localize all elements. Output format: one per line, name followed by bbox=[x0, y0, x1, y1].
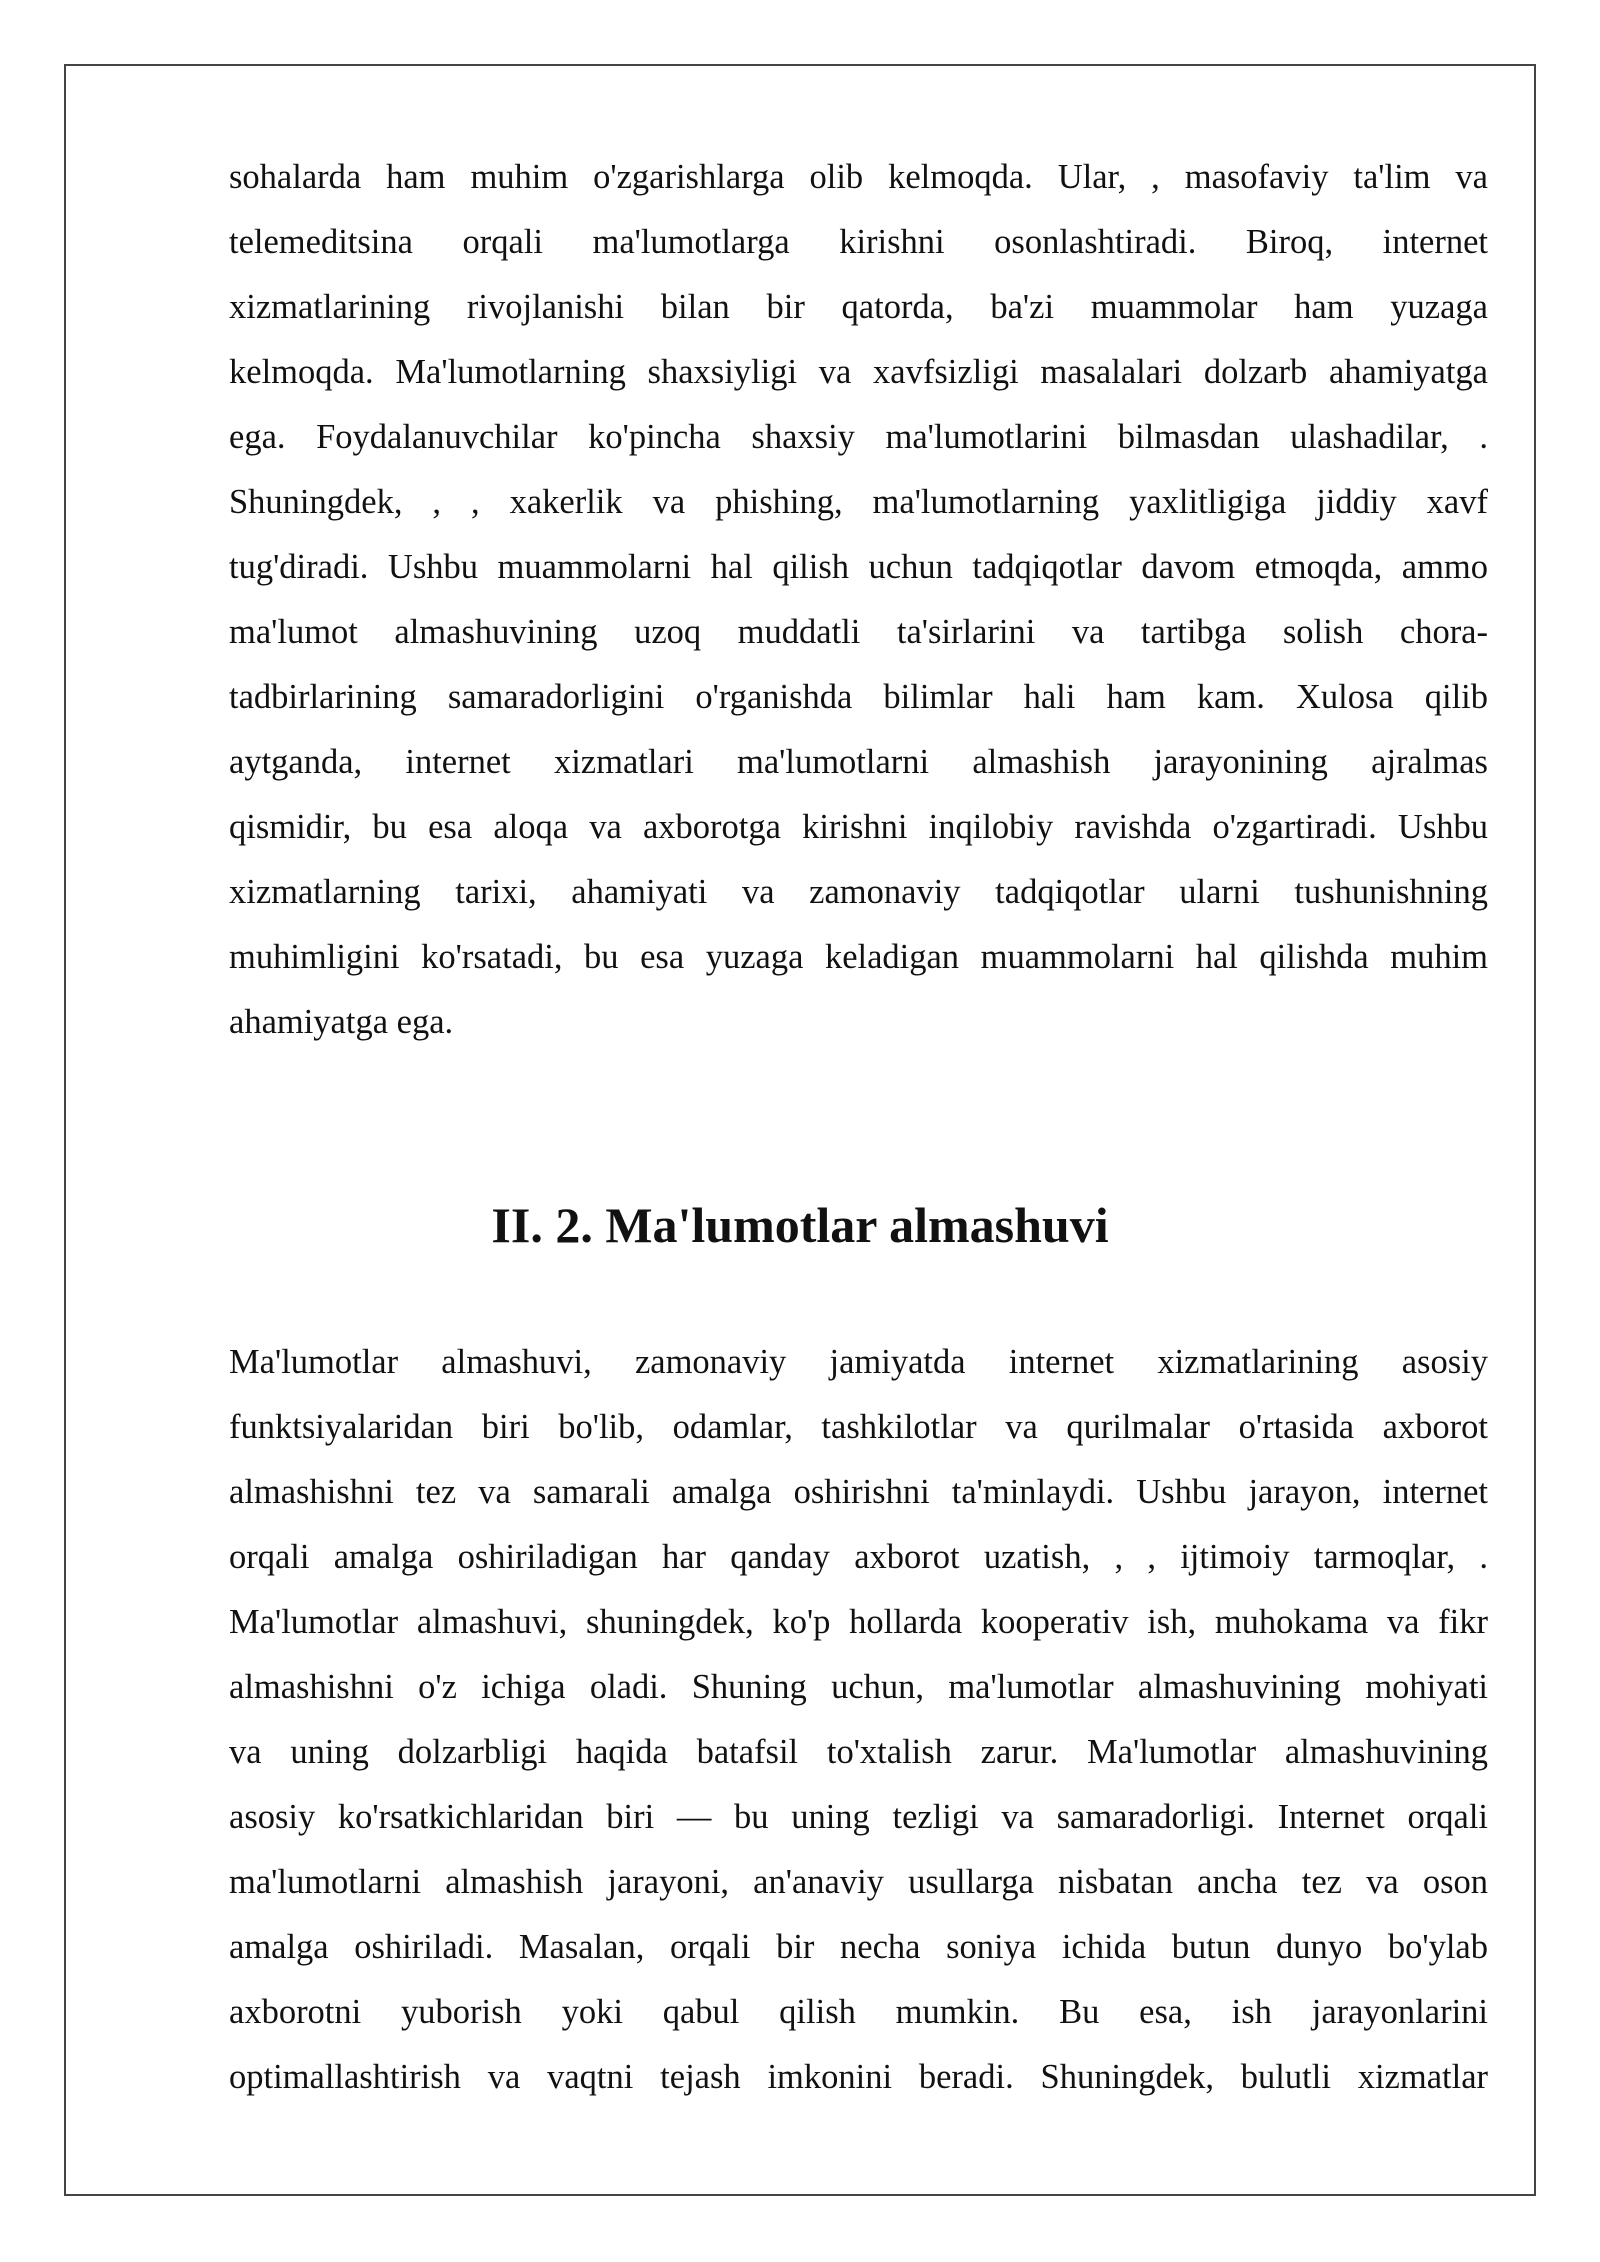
body-paragraph bbox=[229, 1330, 1488, 2110]
text-line: Ma'lumotlar almashuvi, zamonaviy jamiyatda internet xizmatlarining asosiy bbox=[229, 1343, 1488, 1381]
text-line: Shuningdek, , , xakerlik va phishing, ma'lumotlarning yaxlitligiga jiddiy xavf bbox=[229, 483, 1488, 521]
text-line: qismidir, bu esa aloqa va axborotga kirishni inqilobiy ravishda o'zgartiradi. Ushbu bbox=[229, 808, 1488, 846]
text-line: tadbirlarining samaradorligini o'rganishda bilimlar hali ham kam. Xulosa qilib bbox=[229, 678, 1488, 716]
text-line: orqali amalga oshiriladigan har qanday axborot uzatish, , , ijtimoiy tarmoqlar, . bbox=[229, 1538, 1488, 1576]
text-line: kelmoqda. Ma'lumotlarning shaxsiyligi va xavfsizligi masalalari dolzarb ahamiyatga bbox=[229, 353, 1488, 391]
text-line: amalga oshiriladi. Masalan, orqali bir necha soniya ichida butun dunyo bo'ylab bbox=[229, 1928, 1488, 1966]
text-line: optimallashtirish va vaqtni tejash imkonini beradi. Shuningdek, bulutli xizmatlar bbox=[229, 2058, 1488, 2096]
text-line: ega. Foydalanuvchilar ko'pincha shaxsiy ma'lumotlarini bilmasdan ulashadilar, . bbox=[229, 418, 1488, 456]
text-line: aytganda, internet xizmatlari ma'lumotlarni almashish jarayonining ajralmas bbox=[229, 743, 1488, 781]
text-line: Ma'lumotlar almashuvi, shuningdek, ko'p hollarda kooperativ ish, muhokama va fikr bbox=[229, 1603, 1488, 1641]
body-paragraph-continuation bbox=[229, 145, 1488, 1055]
text-line: muhimligini ko'rsatadi, bu esa yuzaga keladigan muammolarni hal qilishda muhim bbox=[229, 938, 1488, 976]
section-heading: II. 2. Ma'lumotlar almashuvi bbox=[491, 1197, 1109, 1253]
text-line: sohalarda ham muhim o'zgarishlarga olib kelmoqda. Ular, , masofaviy ta'lim va bbox=[229, 158, 1488, 196]
text-line: ma'lumot almashuvining uzoq muddatli ta'sirlarini va tartibga solish chora- bbox=[229, 613, 1488, 651]
text-line: asosiy ko'rsatkichlaridan biri — bu uning tezligi va samaradorligi. Internet orqali bbox=[229, 1798, 1488, 1836]
text-line: ahamiyatga ega. bbox=[229, 1003, 454, 1041]
text-line: funktsiyalaridan biri bo'lib, odamlar, tashkilotlar va qurilmalar o'rtasida axborot bbox=[229, 1408, 1488, 1446]
text-line: telemeditsina orqali ma'lumotlarga kirishni osonlashtiradi. Biroq, internet bbox=[229, 223, 1488, 261]
text-line: xizmatlarning tarixi, ahamiyati va zamonaviy tadqiqotlar ularni tushunishning bbox=[229, 873, 1488, 911]
text-line: almashishni tez va samarali amalga oshirishni ta'minlaydi. Ushbu jarayon, internet bbox=[229, 1473, 1488, 1511]
text-line: ma'lumotlarni almashish jarayoni, an'anaviy usullarga nisbatan ancha tez va oson bbox=[229, 1863, 1488, 1901]
text-line: tug'diradi. Ushbu muammolarni hal qilish uchun tadqiqotlar davom etmoqda, ammo bbox=[229, 548, 1488, 586]
text-line: axborotni yuborish yoki qabul qilish mumkin. Bu esa, ish jarayonlarini bbox=[229, 1993, 1488, 2031]
text-line: xizmatlarining rivojlanishi bilan bir qatorda, ba'zi muammolar ham yuzaga bbox=[229, 288, 1488, 326]
text-line: va uning dolzarbligi haqida batafsil to'xtalish zarur. Ma'lumotlar almashuvining bbox=[229, 1733, 1488, 1771]
text-line: almashishni o'z ichiga oladi. Shuning uchun, ma'lumotlar almashuvining mohiyati bbox=[229, 1668, 1488, 1706]
